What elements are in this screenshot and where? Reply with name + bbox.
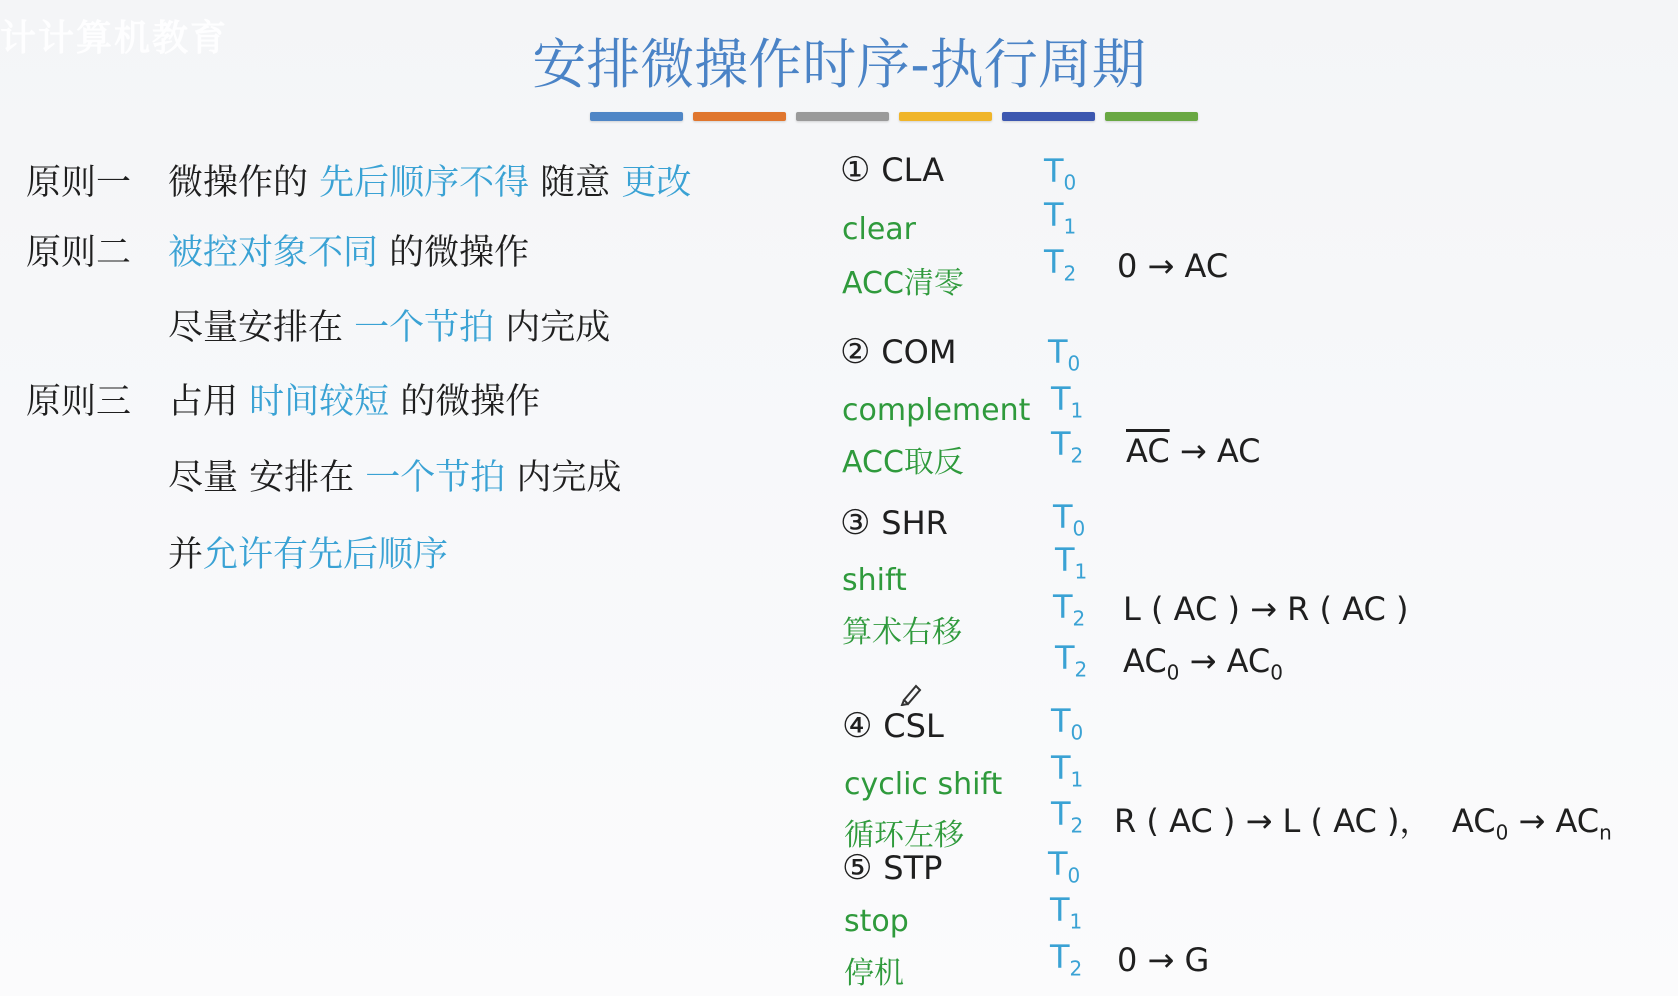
- instruction-mnemonic: SHR: [881, 504, 948, 542]
- step-number: ④: [842, 706, 884, 746]
- highlight-text: 一个节拍: [354, 308, 495, 348]
- instruction-mnemonic: CLA: [881, 151, 945, 189]
- instruction-chinese: 循环左移: [844, 818, 964, 853]
- instruction-heading: [840, 150, 944, 190]
- t2-label: $T_2$: [1051, 795, 1084, 838]
- principle-label: 原则二: [26, 233, 132, 273]
- t1-label: $T_1$: [1055, 541, 1088, 584]
- underline-bar: [1105, 112, 1198, 121]
- t1-label: $T_1$: [1050, 891, 1083, 934]
- instruction-english: complement: [842, 393, 1031, 428]
- highlight-text: 先后顺序不得: [319, 163, 530, 203]
- underline-bar: [590, 112, 683, 121]
- t0-label: $T_0$: [1053, 498, 1086, 541]
- op-cla: 0 → AC: [1117, 247, 1229, 285]
- t1-label: $T_1$: [1051, 749, 1084, 792]
- highlight-text: 时间较短: [249, 382, 390, 422]
- t2-label: $T_2$: [1053, 588, 1086, 631]
- highlight-text: 更改: [621, 163, 692, 203]
- t0-label: $T_0$: [1048, 845, 1081, 888]
- instruction-mnemonic: STP: [883, 849, 943, 887]
- t2-label: $T_2$: [1050, 938, 1083, 981]
- principle-text: [168, 450, 621, 500]
- watermark: 计计算机教育: [0, 18, 229, 59]
- plain-text: 尽量安排在: [168, 308, 355, 348]
- instruction-english: cyclic shift: [844, 767, 1003, 802]
- principle-text: [168, 225, 529, 275]
- instruction-heading: [842, 848, 942, 888]
- highlight-text: 一个节拍: [365, 458, 506, 498]
- plain-text: 的微操作: [389, 382, 541, 422]
- pencil-cursor-icon: [898, 680, 924, 706]
- t0-label: $T_0$: [1051, 702, 1084, 745]
- t1-label: $T_1$: [1044, 196, 1077, 239]
- plain-text: 微操作的: [168, 163, 320, 203]
- highlight-text: 允许有先后顺序: [203, 535, 449, 575]
- principle-text: [168, 155, 691, 205]
- highlight-text: 被控对象不同: [168, 233, 379, 273]
- op-shr-sign: $AC_0 \to AC_0$: [1123, 642, 1283, 685]
- t2-label: $T_2$: [1055, 639, 1088, 682]
- instruction-heading: [840, 503, 948, 543]
- plain-text: 内完成: [505, 458, 622, 498]
- underline-bar: [796, 112, 889, 121]
- op-stp: 0 → G: [1117, 941, 1210, 979]
- step-number: ①: [840, 150, 882, 190]
- plain-text: 并: [168, 535, 204, 575]
- instruction-mnemonic: CSL: [883, 707, 944, 745]
- underline-bar: [693, 112, 786, 121]
- instruction-english: clear: [842, 212, 917, 247]
- step-number: ⑤: [842, 848, 884, 888]
- principle-text: [168, 527, 448, 577]
- instruction-heading: [842, 706, 944, 746]
- principle-label: 原则三: [26, 382, 132, 422]
- plain-text: 尽量 安排在: [168, 458, 366, 498]
- op-com: $\overline{AC}$ → AC: [1126, 432, 1261, 470]
- t2-label: $T_2$: [1044, 243, 1077, 286]
- instruction-mnemonic: COM: [881, 333, 957, 371]
- step-number: ③: [840, 503, 882, 543]
- principle-text: [168, 374, 540, 424]
- plain-text: 的微操作: [378, 233, 530, 273]
- instruction-heading: [840, 332, 956, 372]
- slide-title: 安排微操作时序-执行周期: [532, 33, 1146, 96]
- op-csl: R ( AC ) → L ( AC )， $AC_0 \to AC_n$: [1114, 802, 1612, 845]
- instruction-chinese: 算术右移: [842, 615, 962, 650]
- t2-label: $T_2$: [1051, 425, 1084, 468]
- instruction-chinese: ACC清零: [842, 266, 964, 301]
- t0-label: $T_0$: [1044, 152, 1077, 195]
- instruction-english: shift: [842, 563, 907, 598]
- principle-label: 原则一: [26, 163, 132, 203]
- instruction-english: stop: [844, 904, 909, 939]
- plain-text: 随意: [529, 163, 622, 203]
- t1-label: $T_1$: [1051, 380, 1084, 423]
- op-shr-shift: L ( AC ) → R ( AC ): [1123, 590, 1409, 628]
- underline-bar: [899, 112, 992, 121]
- underline-bar: [1002, 112, 1095, 121]
- plain-text: 内完成: [494, 308, 611, 348]
- step-number: ②: [840, 332, 882, 372]
- t0-label: $T_0$: [1048, 333, 1081, 376]
- plain-text: 占用: [168, 382, 250, 422]
- instruction-chinese: 停机: [844, 956, 904, 991]
- instruction-chinese: ACC取反: [842, 445, 964, 480]
- title-underline-bars: [590, 112, 1198, 121]
- principle-text: [168, 300, 610, 350]
